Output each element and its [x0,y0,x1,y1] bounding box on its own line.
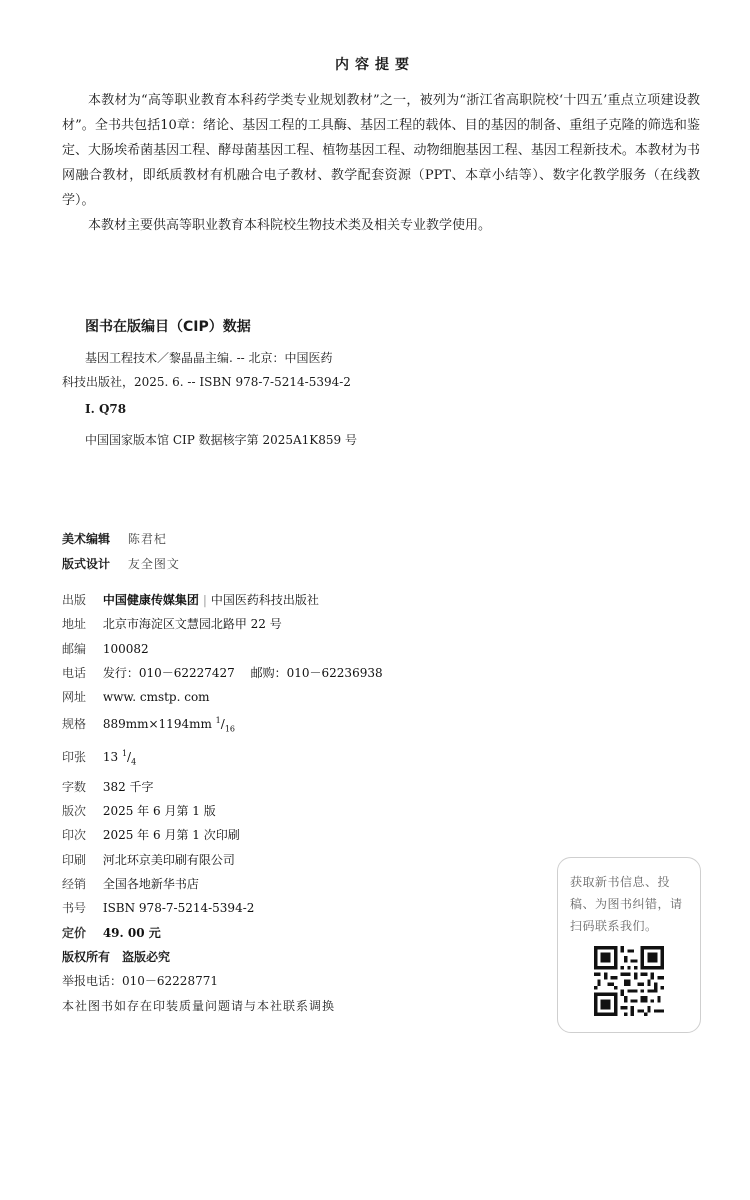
info-row-format [62,709,383,742]
info-row [62,685,383,709]
qr-panel-text: 获取新书信息、投稿、为图书纠错，请扫码联系我们。 [570,875,683,933]
credit-value: 友全图文 [127,557,180,571]
info-label: 经销 [62,877,87,892]
cip-entry-line: 基因工程技术／黎晶晶主编. -- 北京：中国医药 [85,351,333,365]
credit-row [62,552,180,577]
cip-number: 中国国家版本馆 CIP 数据核字第 2025A1K859 号 [85,433,357,447]
info-label: 印张 [62,750,87,765]
info-value: 全国各地新华书店 [102,877,199,892]
info-row [62,872,383,896]
format-value: 889mm×1194mm $^1/_{16}$ [102,716,235,734]
info-label: 版次 [62,804,87,819]
report-hotline: 举报电话：010－62228771 [62,974,218,989]
info-row [62,637,383,661]
credit-value: 陈君杞 [127,532,167,546]
info-value: 100082 [102,641,149,656]
info-label: 书号 [62,901,87,916]
credit-row [62,527,180,552]
info-value: 2025 年 6 月第 1 版 [102,804,216,819]
price-value: 49. 00 元 [102,925,161,940]
price-label: 定价 [62,925,87,940]
info-value: 发行：010－62227427 邮购：010－62236938 [102,665,383,680]
website-link[interactable]: www. cmstp. com [102,690,210,705]
return-note: 本社图书如存在印装质量问题请与本社联系调换 [62,998,336,1013]
summary-heading: 内容提要 [335,57,415,73]
info-label: 字数 [62,779,87,794]
sheets-denominator: 4 [131,757,137,767]
sheets-base: 13 [102,750,119,765]
info-label: 印次 [62,828,87,843]
format-base: 889mm×1194mm [102,717,212,732]
info-value: ISBN 978-7-5214-5394-2 [102,901,255,916]
info-row [62,661,383,685]
format-denominator: 16 [224,724,235,734]
info-label: 网址 [62,690,87,705]
info-row [62,823,383,847]
info-label: 出版 [62,593,87,607]
publisher-group: 中国健康传媒集团 [102,593,199,607]
credit-label: 版式设计 [62,557,111,571]
info-row [62,799,383,823]
qr-code-icon[interactable] [594,946,664,1016]
info-row-price [62,921,383,945]
rights-notice: 版权所有 盗版必究 [62,949,171,964]
info-label: 地址 [62,617,87,632]
cip-classification: Ⅰ. Q78 [85,402,127,416]
info-value: 河北环京美印刷有限公司 [102,852,235,867]
info-row-sheets [62,742,383,775]
info-row [62,612,383,636]
summary-paragraph: 本教材主要供高等职业教育本科院校生物技术类及相关专业教学使用。 [88,218,492,233]
summary-paragraph: 本教材为“高等职业教育本科药学类专业规划教材”之一，被列为“浙江省高职院校‘十四五’重点立项建设教材”。全书共包括10章：绪论、基因工程的工具酶、基因工程的载体、目的基因的制备、重组子克隆的筛选和鉴定、大肠埃希菌基因工程、酵母菌基因工程、植物基因工程、动物细胞基因工程、基因工程新技术。本教材为书网融合教材，即纸质教材有机融合电子教材、教学配套资源（PPT、本章小结等）、数字化教学服务（在线教学）。 [62,93,700,208]
format-numerator: 1 [215,716,221,726]
info-row-publisher: 出版 中国健康传媒集团 | 中国医药科技出版社 [62,588,383,612]
sheets-numerator: 1 [121,749,128,759]
summary-block [62,88,700,238]
info-value: 北京市海淀区文慧园北路甲 22 号 [102,617,282,632]
info-label: 电话 [62,665,87,680]
cip-entry-line: 科技出版社，2025. 6. -- ISBN 978-7-5214-5394-2 [62,375,351,389]
credit-label: 美术编辑 [62,532,111,546]
cip-title: 图书在版编目（CIP）数据 [85,319,251,335]
qr-panel [557,857,701,1033]
publisher-name: 中国医药科技出版社 [210,593,319,607]
info-label: 规格 [62,717,87,732]
info-value: 2025 年 6 月第 1 次印刷 [102,828,240,843]
info-value: 382 千字 [102,779,154,794]
publication-info [62,588,383,1018]
info-label: 印刷 [62,852,87,867]
info-row [62,775,383,799]
info-row [62,848,383,872]
credits-block [62,527,180,577]
sheets-value: 13 $^1/_4$ [102,749,137,767]
info-label: 邮编 [62,641,87,656]
info-row [62,896,383,920]
